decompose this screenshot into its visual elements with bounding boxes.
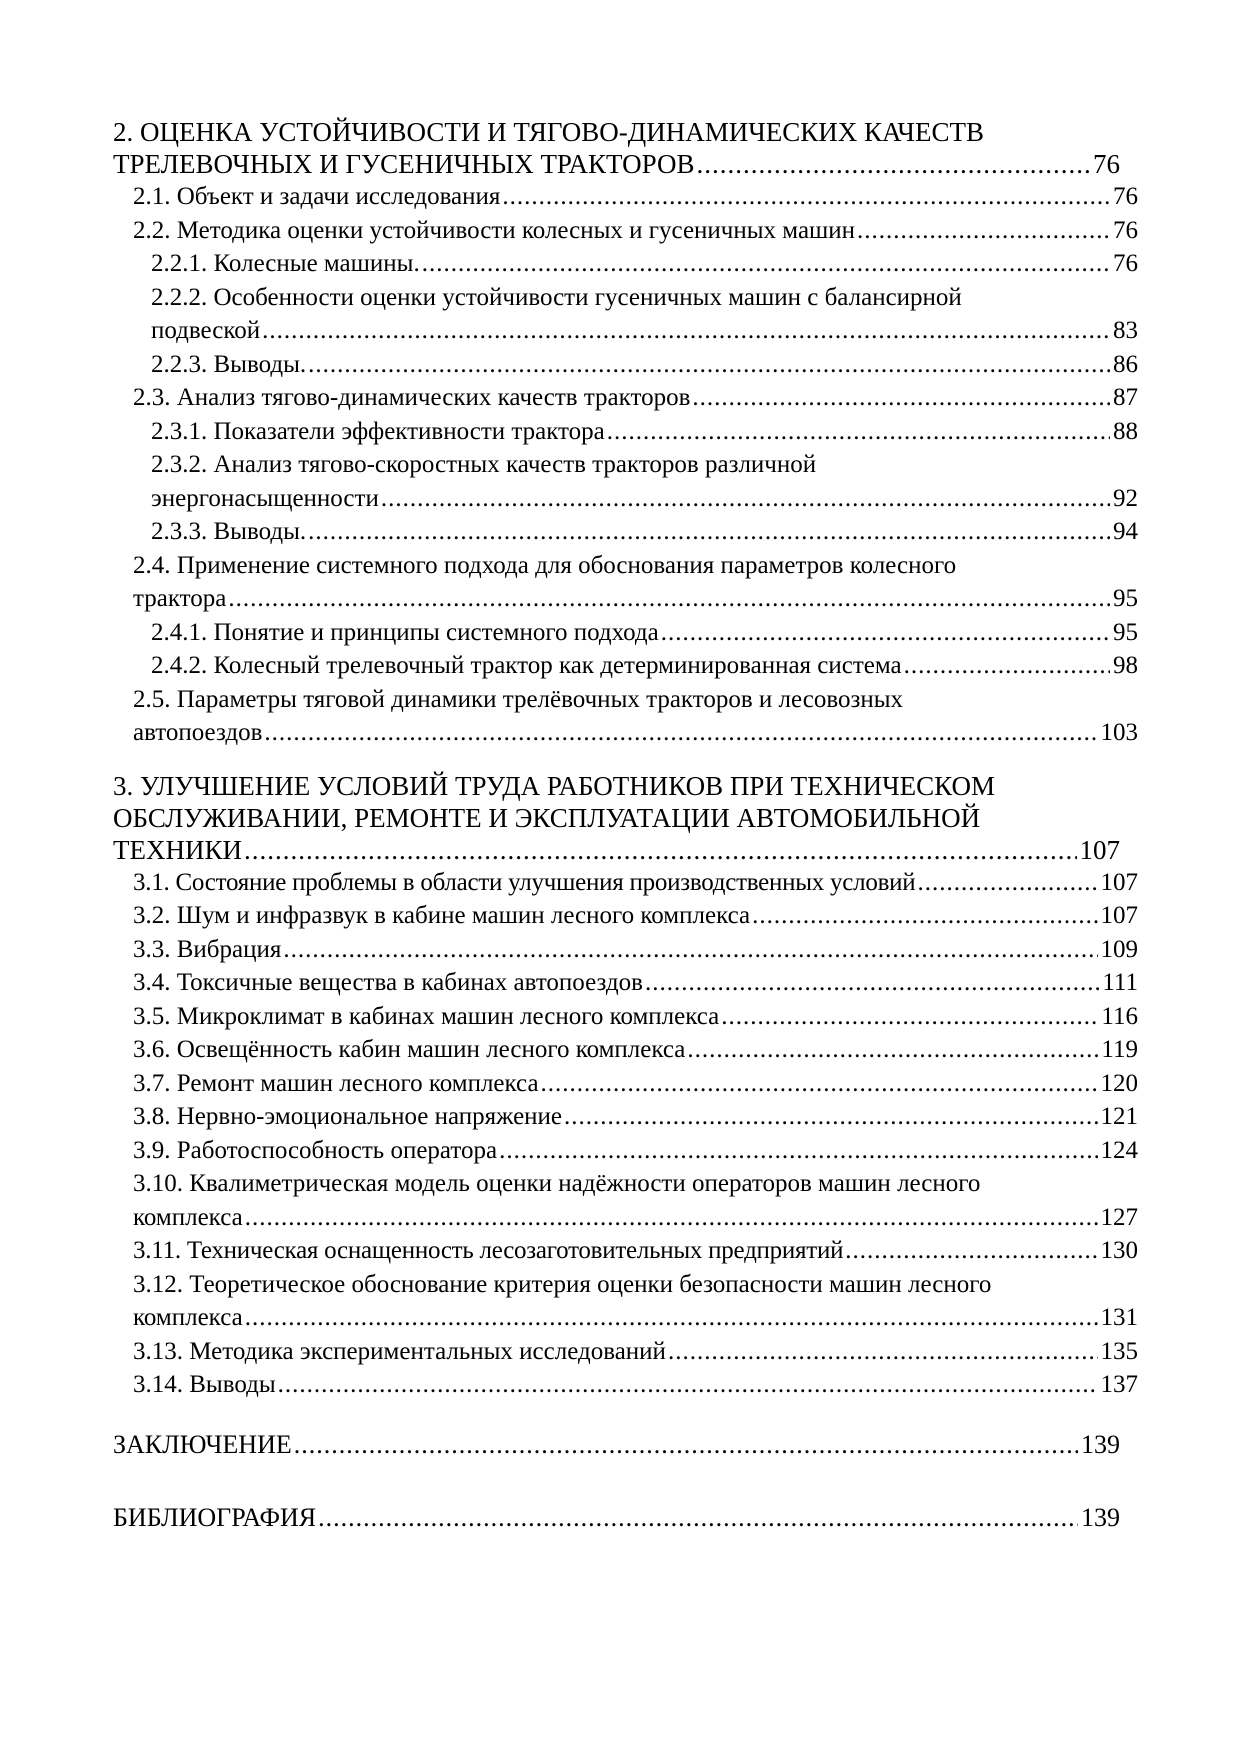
toc-page-number: 76: [1093, 149, 1120, 179]
leader-dots: [245, 1201, 1098, 1235]
toc-page-number: 120: [1100, 1069, 1138, 1097]
toc-entry-chapter-3[interactable]: [113, 770, 1138, 866]
toc-entry-title: ТЕХНИКИ: [113, 834, 242, 865]
toc-entry-title: 2.3. Анализ тягово-динамических качеств тракторов: [133, 384, 691, 411]
toc-entry-2-2[interactable]: [113, 214, 1138, 248]
toc-page-number: 139: [1081, 1502, 1120, 1532]
toc-page-number: 92: [1113, 484, 1138, 512]
toc-entry-2-2-1[interactable]: [113, 247, 1138, 281]
toc-entry-3-11[interactable]: [113, 1234, 1138, 1268]
toc-entry-3-10[interactable]: [113, 1167, 1138, 1234]
toc-entry-2-4-2[interactable]: [113, 649, 1138, 683]
toc-entry-3-6[interactable]: [113, 1033, 1138, 1067]
leader-dots: [752, 899, 1097, 933]
table-of-contents: [113, 116, 1138, 1534]
leader-dots: [661, 616, 1110, 650]
leader-dots: [917, 866, 1097, 900]
toc-page-number: 135: [1100, 1337, 1138, 1365]
toc-page-number: 116: [1101, 1002, 1138, 1030]
leader-dots: [668, 1335, 1098, 1369]
toc-page-number: 111: [1102, 969, 1138, 996]
toc-entry-title: БИБЛИОГРАФИЯ: [113, 1502, 317, 1532]
toc-entry-title: 3.14. Выводы: [133, 1371, 276, 1398]
leader-dots: [541, 1067, 1098, 1101]
toc-entry-title: 2.3.3. Выводы.: [151, 518, 307, 545]
toc-page-number: 139: [1081, 1429, 1120, 1459]
toc-entry-3-12[interactable]: [113, 1268, 1138, 1335]
toc-entry-2-1[interactable]: [113, 180, 1138, 214]
toc-page-number: 131: [1100, 1304, 1138, 1331]
toc-page-number: 103: [1100, 719, 1138, 746]
leader-dots: [308, 515, 1110, 549]
toc-entry-3-9[interactable]: [113, 1134, 1138, 1168]
toc-page-number: 83: [1113, 317, 1138, 344]
toc-page-number: 88: [1113, 417, 1138, 445]
toc-entry-title: 2.3.1. Показатели эффективности трактора: [151, 417, 605, 445]
toc-entry-2-5[interactable]: [113, 683, 1138, 750]
toc-entry-title: энергонасыщенности: [151, 484, 379, 512]
toc-entry-title: 2.4.1. Понятие и принципы системного подхода: [151, 618, 659, 646]
toc-entry-2-3-3[interactable]: [113, 515, 1138, 549]
leader-dots: [857, 214, 1110, 248]
leader-dots: [645, 966, 1099, 1000]
toc-entry-3-2[interactable]: [113, 899, 1138, 933]
leader-dots: [564, 1100, 1097, 1134]
toc-entry-title-line: 3. УЛУЧШЕНИЕ УСЛОВИЙ ТРУДА РАБОТНИКОВ ПРИ ТЕХНИЧЕСКОМ: [113, 770, 996, 801]
toc-page-number: 107: [1100, 868, 1138, 896]
toc-page-number: 95: [1113, 618, 1138, 646]
toc-entry-title: 3.8. Нервно-эмоциональное напряжение: [133, 1103, 563, 1130]
leader-dots: [228, 582, 1110, 616]
toc-entry-title: ТРЕЛЕВОЧНЫХ И ГУСЕНИЧНЫХ ТРАКТОРОВ: [113, 149, 695, 179]
toc-entry-title: 2.1. Объект и задачи исследования: [133, 183, 501, 210]
toc-entry-2-4[interactable]: [113, 549, 1138, 616]
toc-entry-title: 3.9. Работоспособность оператора: [133, 1136, 498, 1164]
leader-dots: [264, 716, 1097, 750]
leader-dots: [721, 1000, 1098, 1034]
toc-entry-title: 3.5. Микроклимат в кабинах машин лесного комплекса: [133, 1002, 720, 1030]
toc-entry-title: 2.2.3. Выводы.: [151, 350, 307, 378]
toc-entry-title-line: 2.3.2. Анализ тягово-скоростных качеств тракторов различной: [151, 451, 817, 478]
toc-entry-title: 3.11. Техническая оснащенность лесозаготовительных предприятий: [133, 1237, 844, 1264]
toc-entry-title: 3.1. Состояние проблемы в области улучшения производственных условий: [133, 868, 916, 896]
toc-entry-title-line: 2. ОЦЕНКА УСТОЙЧИВОСТИ И ТЯГОВО-ДИНАМИЧЕСКИХ КАЧЕСТВ: [113, 117, 984, 147]
leader-dots: [692, 381, 1110, 415]
toc-entry-3-7[interactable]: [113, 1067, 1138, 1101]
toc-entry-title: комплекса: [133, 1203, 243, 1231]
toc-entry-title: автопоездов: [133, 719, 263, 746]
leader-dots: [381, 482, 1110, 516]
toc-page-number: 107: [1079, 834, 1120, 865]
toc-page-number: 98: [1113, 652, 1138, 679]
leader-dots: [422, 247, 1110, 281]
leader-dots: [499, 1134, 1097, 1168]
toc-page-number: 130: [1100, 1237, 1138, 1264]
toc-entry-title: 3.6. Освещённость кабин машин лесного комплекса: [133, 1036, 686, 1063]
toc-entry-title: подвеской: [151, 317, 261, 344]
toc-entry-title: ЗАКЛЮЧЕНИЕ: [113, 1429, 292, 1459]
toc-page-number: 121: [1100, 1103, 1138, 1130]
toc-page-number: 107: [1100, 902, 1138, 929]
leader-dots: [245, 1301, 1098, 1335]
toc-entry-title-line: 2.5. Параметры тяговой динамики трелёвочных тракторов и лесовозных: [133, 685, 904, 713]
toc-entry-title: 2.2.1. Колесные машины.: [151, 250, 420, 277]
toc-entry-3-13[interactable]: [113, 1335, 1138, 1369]
toc-entry-3-1[interactable]: [113, 866, 1138, 900]
leader-dots: [278, 1368, 1098, 1402]
toc-entry-title: 3.7. Ремонт машин лесного комплекса: [133, 1069, 539, 1097]
toc-page-number: 76: [1113, 250, 1138, 277]
leader-dots: [845, 1234, 1097, 1268]
toc-entry-title: 3.4. Токсичные вещества в кабинах автопоездов: [133, 969, 643, 996]
toc-entry-title: 2.2. Методика оценки устойчивости колесных и гусеничных машин: [133, 216, 856, 244]
toc-entry-title-line: 3.10. Квалиметрическая модель оценки надёжности операторов машин лесного: [133, 1170, 981, 1197]
leader-dots: [697, 148, 1091, 180]
toc-entry-3-4[interactable]: [113, 966, 1138, 1000]
toc-entry-2-2-2[interactable]: [113, 281, 1138, 348]
toc-page-number: 94: [1113, 518, 1138, 545]
toc-page-number: 87: [1113, 384, 1138, 411]
toc-page-number: 86: [1113, 350, 1138, 378]
toc-page-number: 124: [1100, 1136, 1138, 1164]
toc-entry-title: 3.3. Вибрация: [133, 935, 282, 963]
leader-dots: [262, 314, 1110, 348]
toc-entry-title-line: 3.12. Теоретическое обоснование критерия оценки безопасности машин лесного: [133, 1270, 992, 1298]
toc-page-number: 127: [1100, 1203, 1138, 1231]
toc-entry-2-2-3[interactable]: [113, 348, 1138, 382]
toc-entry-title: 2.4.2. Колесный трелевочный трактор как детерминированная система: [151, 652, 902, 679]
toc-entry-chapter-2[interactable]: [113, 116, 1138, 180]
leader-dots: [308, 348, 1110, 382]
toc-page-number: 119: [1101, 1036, 1138, 1063]
leader-dots: [283, 933, 1097, 967]
toc-entry-2-3-1[interactable]: [113, 415, 1138, 449]
toc-entry-2-3-2[interactable]: [113, 448, 1138, 515]
toc-entry-conclusion[interactable]: [113, 1428, 1138, 1461]
toc-entry-3-8[interactable]: [113, 1100, 1138, 1134]
toc-entry-title-line: 2.2.2. Особенности оценки устойчивости гусеничных машин с балансирной: [151, 283, 962, 311]
toc-entry-bibliography[interactable]: [113, 1501, 1138, 1534]
toc-entry-title: комплекса: [133, 1304, 243, 1331]
leader-dots: [294, 1428, 1078, 1461]
leader-dots: [244, 834, 1077, 866]
toc-entry-3-5[interactable]: [113, 1000, 1138, 1034]
toc-page-number: 76: [1113, 216, 1138, 244]
toc-entry-title-line: ОБСЛУЖИВАНИИ, РЕМОНТЕ И ЭКСПЛУАТАЦИИ АВТОМОБИЛЬНОЙ: [113, 802, 981, 833]
toc-entry-title: 3.2. Шум и инфразвук в кабине машин лесного комплекса: [133, 902, 751, 929]
leader-dots: [687, 1033, 1098, 1067]
leader-dots: [318, 1501, 1078, 1534]
toc-page-number: 76: [1113, 183, 1138, 210]
toc-page-number: 109: [1100, 935, 1138, 963]
toc-entry-3-3[interactable]: [113, 933, 1138, 967]
toc-entry-title: 3.13. Методика экспериментальных исследований: [133, 1337, 666, 1365]
leader-dots: [607, 415, 1110, 449]
toc-entry-title-line: 2.4. Применение системного подхода для обоснования параметров колесного: [133, 551, 957, 579]
toc-entry-title: трактора: [133, 585, 227, 612]
toc-page-number: 137: [1100, 1371, 1138, 1398]
toc-entry-2-4-1[interactable]: [113, 616, 1138, 650]
toc-page-number: 95: [1113, 585, 1138, 612]
leader-dots: [904, 649, 1110, 683]
toc-entry-2-3[interactable]: [113, 381, 1138, 415]
leader-dots: [502, 180, 1110, 214]
toc-entry-3-14[interactable]: [113, 1368, 1138, 1402]
